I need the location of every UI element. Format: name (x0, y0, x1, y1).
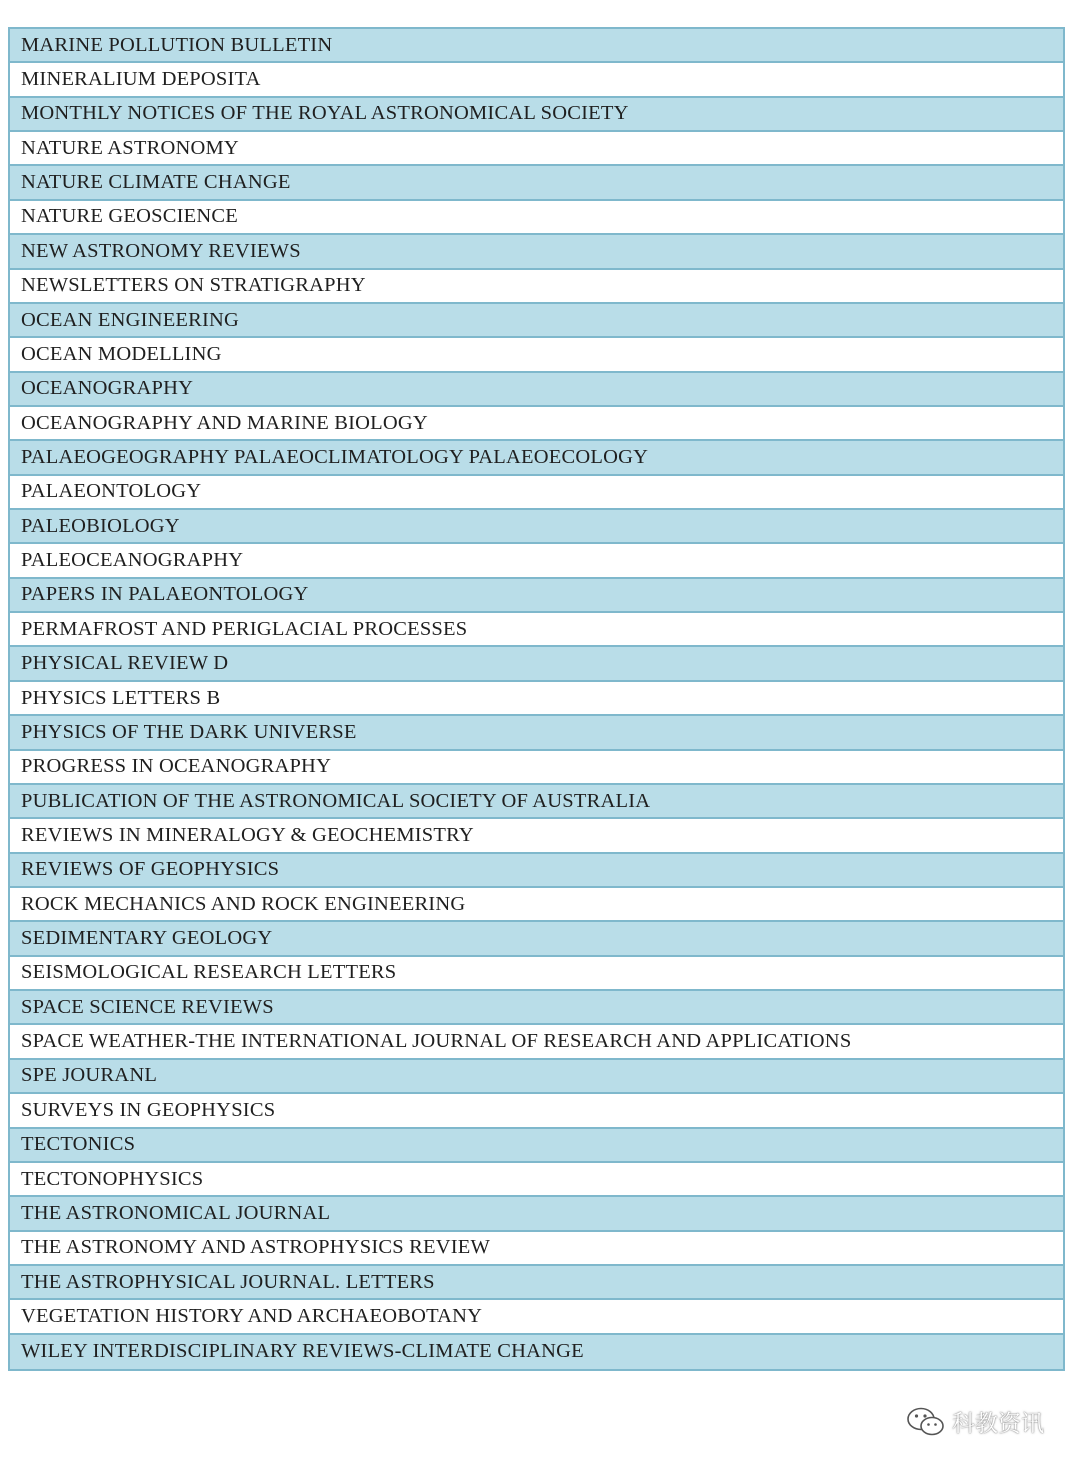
journal-row: PERMAFROST AND PERIGLACIAL PROCESSES (10, 613, 1063, 647)
watermark-text: 科教资讯 (952, 1411, 1044, 1437)
journal-row: SEDIMENTARY GEOLOGY (10, 922, 1063, 956)
journal-row: NATURE GEOSCIENCE (10, 201, 1063, 235)
journal-row: OCEAN ENGINEERING (10, 304, 1063, 338)
journal-row: PHYSICS OF THE DARK UNIVERSE (10, 716, 1063, 750)
journal-row: MINERALIUM DEPOSITA (10, 63, 1063, 97)
journal-row: SEISMOLOGICAL RESEARCH LETTERS (10, 957, 1063, 991)
journal-row: NATURE CLIMATE CHANGE (10, 166, 1063, 200)
journal-row: PALEOCEANOGRAPHY (10, 544, 1063, 578)
watermark (906, 1405, 1044, 1438)
journal-row: NEWSLETTERS ON STRATIGRAPHY (10, 270, 1063, 304)
journal-table (8, 27, 1065, 1371)
journal-row: OCEANOGRAPHY AND MARINE BIOLOGY (10, 407, 1063, 441)
journal-row: PALAEOGEOGRAPHY PALAEOCLIMATOLOGY PALAEOECOLOGY (10, 441, 1063, 475)
journal-row: REVIEWS IN MINERALOGY & GEOCHEMISTRY (10, 819, 1063, 853)
journal-row: PHYSICAL REVIEW D (10, 647, 1063, 681)
journal-row: PALAEONTOLOGY (10, 476, 1063, 510)
journal-row: REVIEWS OF GEOPHYSICS (10, 854, 1063, 888)
journal-row: PHYSICS LETTERS B (10, 682, 1063, 716)
journal-row: MONTHLY NOTICES OF THE ROYAL ASTRONOMICAL SOCIETY (10, 98, 1063, 132)
journal-row: PROGRESS IN OCEANOGRAPHY (10, 751, 1063, 785)
journal-row: SPE JOURANL (10, 1060, 1063, 1094)
journal-row: THE ASTROPHYSICAL JOURNAL. LETTERS (10, 1266, 1063, 1300)
journal-row: THE ASTRONOMY AND ASTROPHYSICS REVIEW (10, 1232, 1063, 1266)
journal-row: PAPERS IN PALAEONTOLOGY (10, 579, 1063, 613)
journal-row: NATURE ASTRONOMY (10, 132, 1063, 166)
journal-row: ROCK MECHANICS AND ROCK ENGINEERING (10, 888, 1063, 922)
journal-row: PALEOBIOLOGY (10, 510, 1063, 544)
journal-row: VEGETATION HISTORY AND ARCHAEOBOTANY (10, 1300, 1063, 1334)
journal-row: SPACE SCIENCE REVIEWS (10, 991, 1063, 1025)
journal-row: SURVEYS IN GEOPHYSICS (10, 1094, 1063, 1128)
journal-row: NEW ASTRONOMY REVIEWS (10, 235, 1063, 269)
journal-row: TECTONICS (10, 1129, 1063, 1163)
journal-row: WILEY INTERDISCIPLINARY REVIEWS-CLIMATE CHANGE (10, 1335, 1063, 1369)
journal-row: PUBLICATION OF THE ASTRONOMICAL SOCIETY OF AUSTRALIA (10, 785, 1063, 819)
journal-row: OCEAN MODELLING (10, 338, 1063, 372)
journal-row: TECTONOPHYSICS (10, 1163, 1063, 1197)
journal-row: MARINE POLLUTION BULLETIN (10, 29, 1063, 63)
journal-row: SPACE WEATHER-THE INTERNATIONAL JOURNAL OF RESEARCH AND APPLICATIONS (10, 1025, 1063, 1059)
journal-row: OCEANOGRAPHY (10, 373, 1063, 407)
wechat-icon (906, 1406, 946, 1438)
journal-row: THE ASTRONOMICAL JOURNAL (10, 1197, 1063, 1231)
